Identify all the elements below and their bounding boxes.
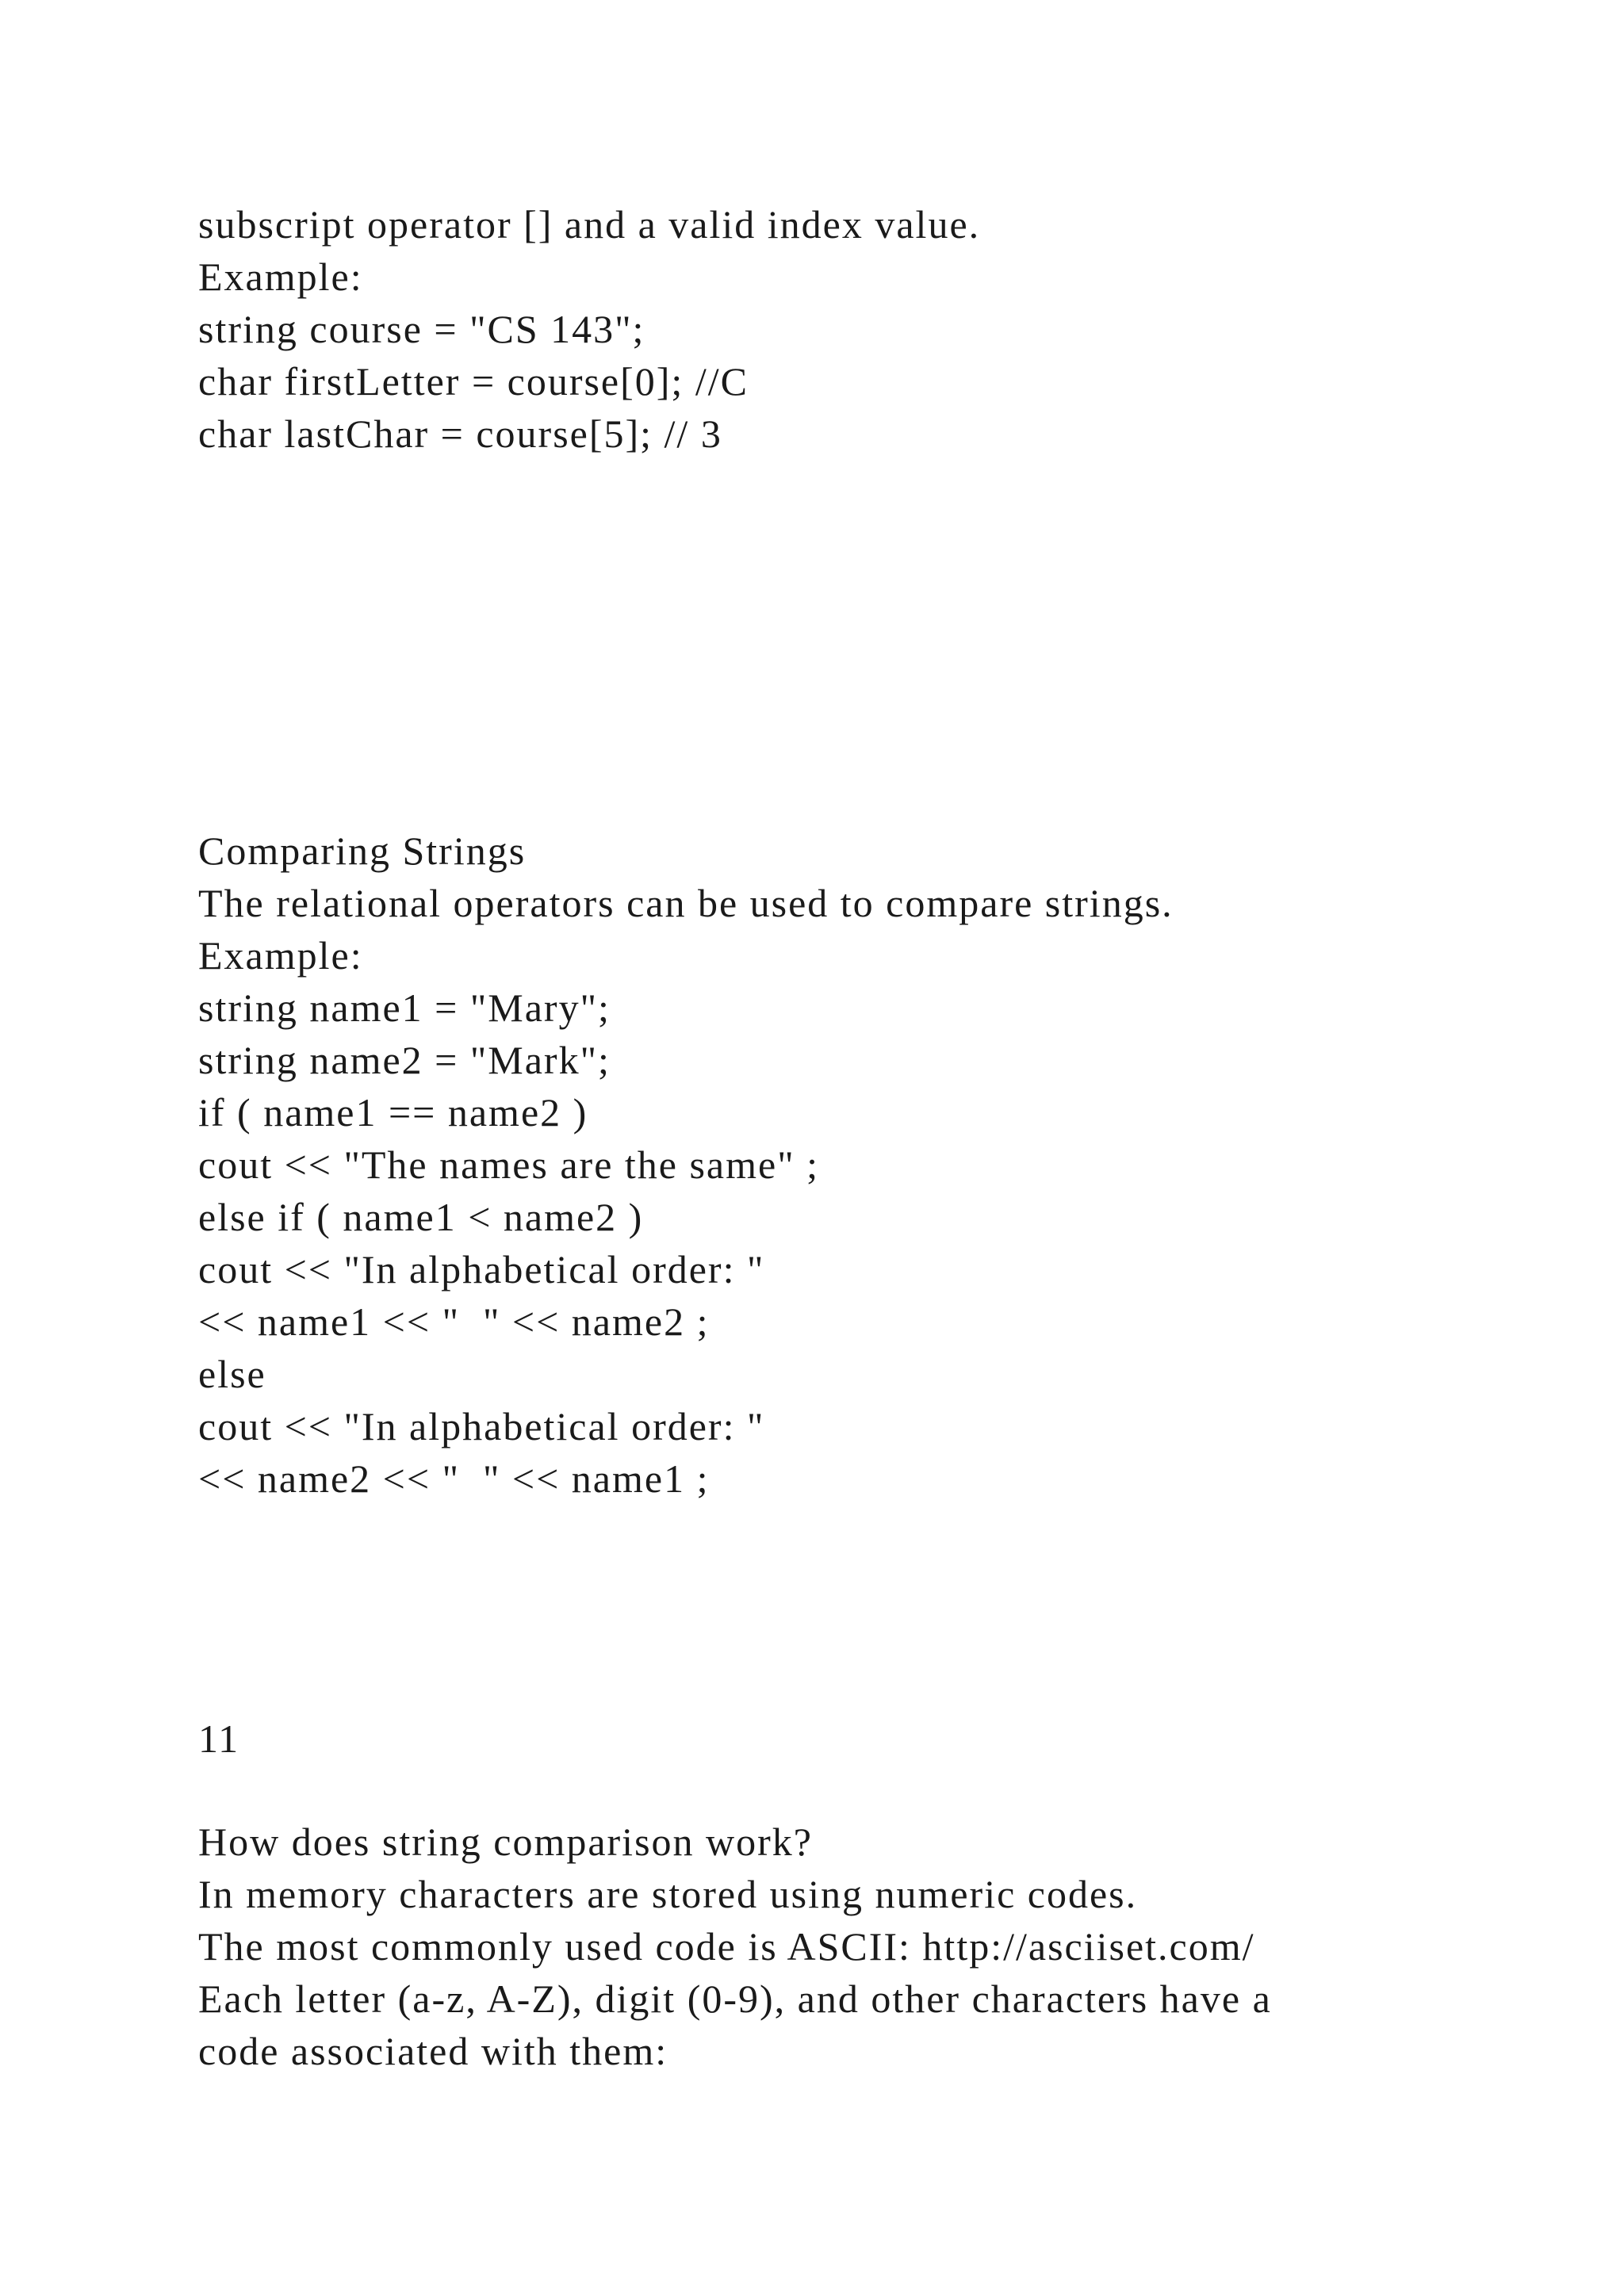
- code-line: if ( name1 == name2 ): [198, 1090, 588, 1135]
- code-line: string name1 = "Mary";: [198, 985, 611, 1030]
- page-number: 11: [198, 1716, 240, 1761]
- text-line: Each letter (a-z, A-Z), digit (0-9), and other characters have a: [198, 1976, 1272, 2021]
- text-line: The most commonly used code is ASCII: http://asciiset.com/: [198, 1924, 1255, 1969]
- text-line: subscript operator [] and a valid index value.: [198, 202, 981, 247]
- code-line: << name1 << " " << name2 ;: [198, 1299, 710, 1344]
- code-line: else if ( name1 < name2 ): [198, 1195, 644, 1239]
- code-line: << name2 << " " << name1 ;: [198, 1456, 710, 1501]
- code-line: string course = "CS 143";: [198, 307, 645, 351]
- text-line: The relational operators can be used to compare strings.: [198, 881, 1174, 925]
- section-heading: Comparing Strings: [198, 828, 527, 873]
- code-line: cout << "In alphabetical order: ": [198, 1404, 765, 1448]
- code-line: string name2 = "Mark";: [198, 1038, 611, 1082]
- code-line: char lastChar = course[5]; // 3: [198, 411, 722, 456]
- text-line: Example:: [198, 933, 363, 978]
- text-line: code associated with them:: [198, 2029, 668, 2073]
- code-line: char firstLetter = course[0]; //C: [198, 359, 749, 404]
- text-line: Example:: [198, 254, 363, 299]
- code-line: else: [198, 1352, 266, 1396]
- section-heading: How does string comparison work?: [198, 1820, 813, 1864]
- code-line: cout << "In alphabetical order: ": [198, 1247, 765, 1292]
- code-line: cout << "The names are the same" ;: [198, 1142, 820, 1187]
- text-line: In memory characters are stored using numeric codes.: [198, 1872, 1138, 1916]
